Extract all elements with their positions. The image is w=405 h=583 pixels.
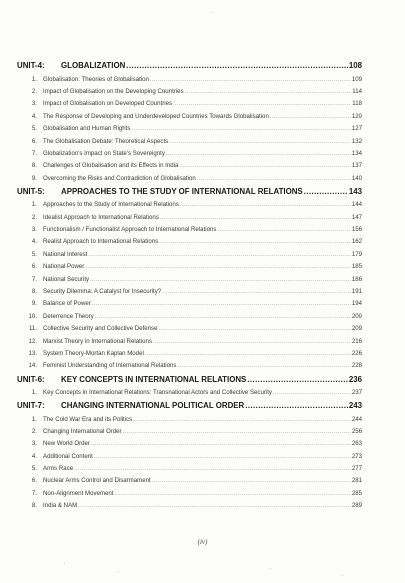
toc-entry: [17, 107, 362, 119]
entry-page-number: 289: [351, 502, 362, 510]
entry-page-number: 273: [351, 452, 362, 460]
entry-title: Security Dilemma: A Catalyst for Insecurity?: [43, 288, 162, 296]
entry-title: Marxist Theory in International Relations: [43, 337, 152, 345]
entry-page-number: 256: [351, 427, 362, 435]
entry-number: 2.: [31, 213, 37, 221]
entry-page-number: 109: [351, 75, 362, 83]
entry-page-number: 120: [351, 112, 362, 120]
entry-title: Globalisation and Human Rights: [43, 125, 131, 133]
entry-title: National Interest: [43, 250, 88, 258]
entry-number: 1.: [31, 388, 37, 396]
entry-number: 3.: [31, 440, 37, 448]
entry-number: 8.: [31, 288, 37, 296]
entry-number: 3.: [31, 100, 37, 108]
entry-number: 10.: [28, 312, 37, 320]
entry-title: The Response of Developing and Underdeveloped Countries Towards Globalisation: [43, 112, 269, 120]
entry-number: 7.: [31, 149, 37, 157]
entry-page-number: 263: [351, 440, 362, 448]
entry-page-number: 134: [351, 149, 362, 157]
entry-number: 6.: [31, 137, 37, 145]
toc-entry: [17, 410, 362, 422]
entry-number: 13.: [28, 349, 37, 357]
entry-page-number: 132: [351, 137, 362, 145]
unit-code: UNIT-7:: [17, 401, 45, 411]
entry-page-number: 216: [351, 337, 362, 345]
entry-title: Globalization's Impact on State's Sovereignty: [43, 149, 165, 157]
toc-entry: [17, 332, 362, 344]
entry-page-number: 194: [351, 300, 362, 308]
unit-code: UNIT-5:: [17, 186, 45, 196]
entry-title: Idealist Approach to International Relations: [43, 213, 159, 221]
unit-code: UNIT-6:: [17, 374, 45, 384]
entry-title: System Theory-Mortan Kaplan Model: [43, 349, 144, 357]
toc-entry: [17, 83, 362, 95]
toc-entry: [17, 233, 362, 245]
entry-title: Additional Content: [43, 452, 93, 460]
unit-heading: [17, 369, 362, 383]
entry-title: Nuclear Arms Control and Disarmament: [43, 477, 151, 485]
entry-title: Non-Alignment Movement: [43, 489, 114, 497]
entry-title: The Cold War Era and its Politics: [43, 415, 133, 423]
entry-title: Key Concepts in International Relations: Transnational Actors and Collective Security: [43, 388, 272, 396]
toc-entry: [17, 472, 362, 484]
entry-number: 4.: [31, 452, 37, 460]
entry-title: Overcoming the Risks and Contradiction of Globalisation: [43, 174, 196, 182]
entry-title: Impact of Globalisation on the Developing Countries: [43, 87, 184, 95]
unit-title: KEY CONCEPTS IN INTERNATIONAL RELATIONS: [61, 374, 247, 384]
entry-page-number: 277: [351, 465, 362, 473]
scan-speck: [342, 575, 343, 576]
scan-speck: [118, 571, 119, 572]
toc-entry: [17, 70, 362, 82]
entry-number: 7.: [31, 489, 37, 497]
toc-entry: [17, 221, 362, 233]
entry-page-number: 137: [351, 162, 362, 170]
toc-entry: [17, 145, 362, 157]
toc-entry: [17, 245, 362, 257]
entry-title: National Security: [43, 275, 90, 283]
entry-title: Changing International Order: [43, 427, 122, 435]
unit-heading: [17, 182, 362, 196]
entry-title: Collective Security and Collective Defense: [43, 325, 158, 333]
toc-entry: [17, 120, 362, 132]
entry-number: 6.: [31, 263, 37, 271]
toc-entry: [17, 497, 362, 509]
entry-title: Realist Approach to International Relations: [43, 238, 159, 246]
entry-title: National Power: [43, 263, 85, 271]
unit-title: CHANGING INTERNATIONAL POLITICAL ORDER: [61, 401, 245, 411]
toc-entry: [17, 157, 362, 169]
entry-number: 2.: [31, 87, 37, 95]
entry-page-number: 156: [351, 226, 362, 234]
toc-entry: [17, 320, 362, 332]
entry-title: Approaches to the Study of International Relations: [43, 201, 179, 209]
toc-entry: [17, 345, 362, 357]
entry-number: 5.: [31, 125, 37, 133]
entry-number: 12.: [28, 337, 37, 345]
entry-page-number: 200: [351, 312, 362, 320]
entry-page-number: 114: [352, 87, 362, 95]
entry-number: 9.: [31, 300, 37, 308]
entry-page-number: 162: [351, 238, 362, 246]
scan-speck: [64, 563, 65, 564]
entry-page-number: 209: [351, 325, 362, 333]
toc-entry: [17, 208, 362, 220]
entry-number: 1.: [31, 201, 37, 209]
dot-leader: [304, 187, 348, 196]
entry-title: Arms Race: [43, 465, 74, 473]
entry-number: 11.: [28, 325, 37, 333]
toc-entry: [17, 196, 362, 208]
entry-title: Functionalism / Functionalist Approach to International Relations: [43, 226, 217, 234]
entry-number: 8.: [31, 502, 37, 510]
entry-number: 14.: [28, 362, 37, 370]
toc-entry: [17, 384, 362, 396]
entry-page-number: 118: [352, 100, 362, 108]
toc-entry: [17, 295, 362, 307]
entry-page-number: 228: [351, 362, 362, 370]
table-of-contents: [17, 56, 362, 509]
entry-title: Challenges of Globalisation and its Effects in India: [43, 162, 179, 170]
entry-title: Balance of Power: [43, 300, 91, 308]
unit-page-number: 108: [348, 61, 362, 71]
dot-leader: [78, 503, 351, 509]
toc-entry: [17, 435, 362, 447]
entry-title: New World Order: [43, 440, 90, 448]
entry-title: Globalisation: Theories of Globalisation: [43, 75, 149, 83]
entry-title: Impact of Globalisation on Developed Countries: [43, 100, 173, 108]
entry-title: Feminist Understanding of International Relations: [43, 362, 177, 370]
entry-number: 4.: [31, 238, 37, 246]
entry-number: 8.: [31, 162, 37, 170]
scan-speck: [212, 12, 213, 13]
entry-number: 5.: [31, 465, 37, 473]
toc-entry: [17, 270, 362, 282]
entry-page-number: 281: [351, 477, 362, 485]
entry-number: 9.: [31, 174, 37, 182]
entry-page-number: 140: [351, 174, 362, 182]
entry-number: 7.: [31, 275, 37, 283]
page-footer-number: (iv): [197, 538, 208, 546]
unit-code: UNIT-4:: [17, 61, 45, 71]
unit-heading: [17, 56, 362, 70]
toc-entry: [17, 357, 362, 369]
entry-page-number: 191: [351, 288, 362, 296]
unit-page-number: 236: [348, 374, 362, 384]
entry-number: 4.: [31, 112, 37, 120]
toc-entry: [17, 283, 362, 295]
unit-page-number: 243: [348, 401, 362, 411]
entry-number: 2.: [31, 427, 37, 435]
toc-entry: [17, 484, 362, 496]
toc-entry: [17, 132, 362, 144]
unit-heading: [17, 396, 362, 410]
toc-entry: [17, 258, 362, 270]
toc-entry: [17, 460, 362, 472]
entry-number: 3.: [31, 226, 37, 234]
entry-page-number: 285: [351, 489, 362, 497]
entry-page-number: 186: [351, 275, 362, 283]
entry-number: 6.: [31, 477, 37, 485]
entry-title: The Globalisation Debate: Theoretical Aspects: [43, 137, 169, 145]
entry-page-number: 185: [351, 263, 362, 271]
toc-entry: [17, 423, 362, 435]
toc-entry: [17, 307, 362, 319]
toc-entry: [17, 169, 362, 181]
entry-page-number: 237: [351, 388, 362, 396]
dot-leader: [245, 401, 348, 410]
dot-leader: [126, 61, 348, 70]
entry-number: 1.: [31, 75, 37, 83]
entry-page-number: 147: [351, 213, 362, 221]
unit-title: APPROACHES TO THE STUDY OF INTERNATIONAL RELATIONS: [61, 186, 303, 196]
toc-entry: [17, 447, 362, 459]
dot-leader: [247, 375, 348, 384]
entry-number: 1.: [31, 415, 37, 423]
entry-page-number: 179: [351, 250, 362, 258]
entry-page-number: 244: [351, 415, 362, 423]
entry-title: India & NAM: [43, 502, 78, 510]
unit-title: GLOBALIZATION: [61, 61, 126, 71]
scan-speck: [270, 568, 271, 569]
entry-number: 5.: [31, 250, 37, 258]
entry-page-number: 127: [351, 125, 362, 133]
toc-entry: [17, 95, 362, 107]
entry-page-number: 226: [351, 349, 362, 357]
unit-page-number: 143: [348, 186, 362, 196]
entry-page-number: 144: [351, 201, 362, 209]
entry-title: Deterrence Theory: [43, 312, 94, 320]
